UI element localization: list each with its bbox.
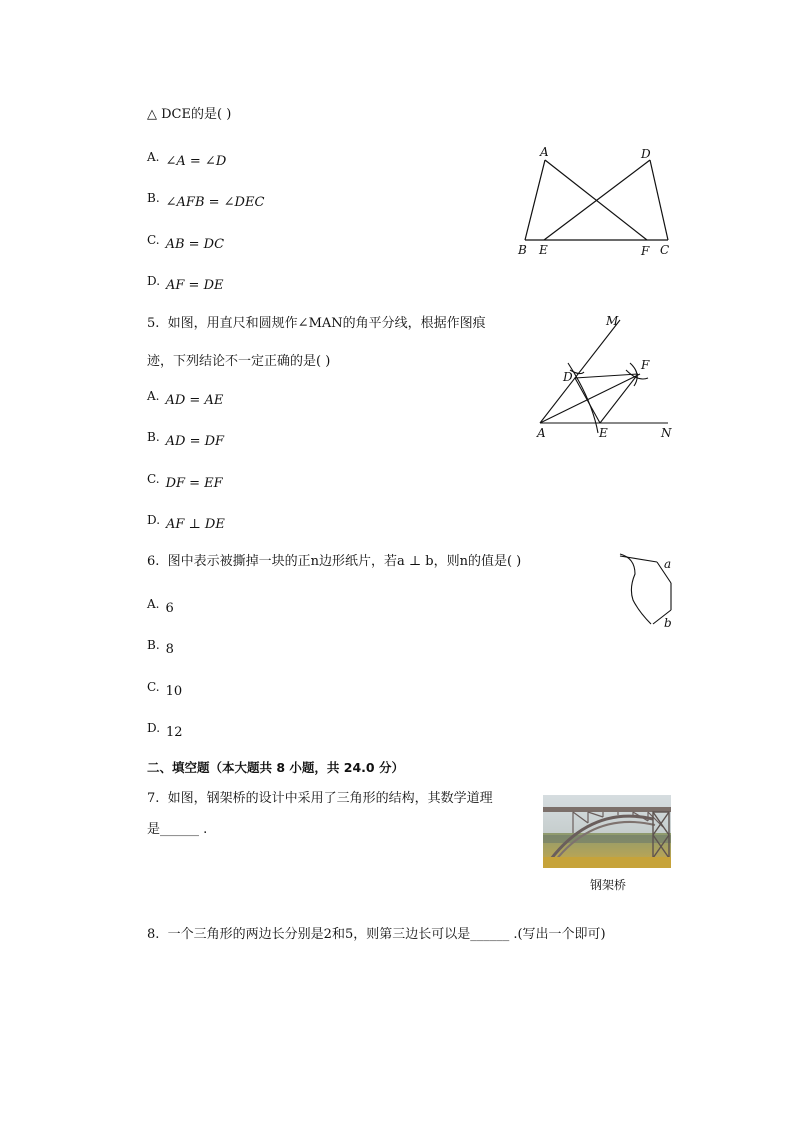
q7-stem-line1 [147,790,493,808]
q6-option-a[interactable] [147,599,174,618]
q6-torn-polygon-figure [615,548,680,638]
q4-option-a[interactable] [147,152,226,171]
option-letter: A. [147,597,160,611]
label-n: N [661,426,672,440]
label-m: M [606,314,619,328]
option-text: AF = DE [166,278,224,293]
question-number: 8. [147,927,160,942]
q5-option-a[interactable] [147,391,223,410]
option-letter: C. [147,680,160,694]
option-letter: B. [147,638,160,652]
label-a: A [540,145,549,159]
q5-stem-line2: 迹，下列结论不一定正确的是( ) [147,354,331,369]
label-c: C [660,243,670,257]
option-letter: D. [147,513,161,527]
question-text: 如图，用直尺和圆规作∠MAN的角平分线，根据作图痕 [167,316,486,331]
q8-stem-line1 [147,926,606,944]
option-letter: B. [147,191,160,205]
option-letter: C. [147,233,160,247]
q5-angle-bisector-figure [530,308,680,443]
q4-option-c[interactable] [147,235,224,254]
side-a [620,556,657,562]
label-f: F [641,244,650,258]
option-text: AB = DC [165,237,225,252]
steel-truss-bridge-photo [543,795,671,868]
option-text: 12 [166,725,183,740]
q4-stem-tail: △ DCE的是( ) [147,107,232,122]
label-b: b [664,616,672,630]
question-text: 如图，钢架桥的设计中采用了三角形的结构，其数学道理 [167,791,493,806]
option-text: DF = EF [165,476,223,491]
bisector-af [540,374,640,423]
label-a: a [664,557,672,571]
option-letter: C. [147,472,160,486]
label-b: B [518,243,527,257]
option-text: ∠A = ∠D [165,154,227,169]
segment-dc [650,160,668,240]
q6-option-b[interactable] [147,640,174,659]
option-text: 10 [165,684,183,699]
label-d: D [563,370,573,384]
label-e: E [599,426,608,440]
label-e: E [539,243,548,257]
q5-option-b[interactable] [147,432,224,451]
option-text: AD = AE [165,393,224,408]
question-number: 6. [147,554,160,569]
segment-ab [525,160,545,240]
q5-stem-line1 [147,315,486,333]
label-f: F [641,358,650,372]
option-text: AF ⊥ DE [166,517,225,532]
option-text: 6 [165,601,174,616]
option-letter: D. [147,274,161,288]
q4-option-d[interactable] [147,276,224,295]
q5-option-c[interactable] [147,474,223,493]
q6-option-c[interactable] [147,682,182,701]
section-heading-fill-blank: 二、填空题（本大题共 8 小题，共 24.0 分） [147,760,404,775]
q6-option-d[interactable] [147,723,183,742]
q6-stem-line1 [147,553,521,571]
segment-ef [600,374,638,423]
question-text: 一个三角形的两边长分别是2和5，则第三边长可以是______ .(写出一个即可) [167,927,606,942]
segment-df [575,374,638,378]
option-letter: B. [147,430,160,444]
q4-option-b[interactable] [147,193,264,212]
label-d: D [641,147,651,161]
question-number: 5. [147,316,160,331]
q5-option-d[interactable] [147,515,225,534]
torn-edge [620,554,651,624]
ray-am [540,320,620,423]
option-letter: D. [147,721,161,735]
q7-photo-caption: 钢架桥 [590,878,627,892]
q7-stem-line2: 是______ . [147,822,208,837]
label-a: A [537,426,546,440]
option-letter: A. [147,389,160,403]
option-text: 8 [165,642,174,657]
q4-trapezoid-figure [510,140,680,265]
option-text: AD = DF [165,434,225,449]
question-number: 7. [147,791,160,806]
option-text: ∠AFB = ∠DEC [165,195,265,210]
segment-de [575,378,600,423]
option-letter: A. [147,150,160,164]
question-text: 图中表示被撕掉一块的正n边形纸片，若a ⊥ b，则n的值是( ) [167,554,522,569]
